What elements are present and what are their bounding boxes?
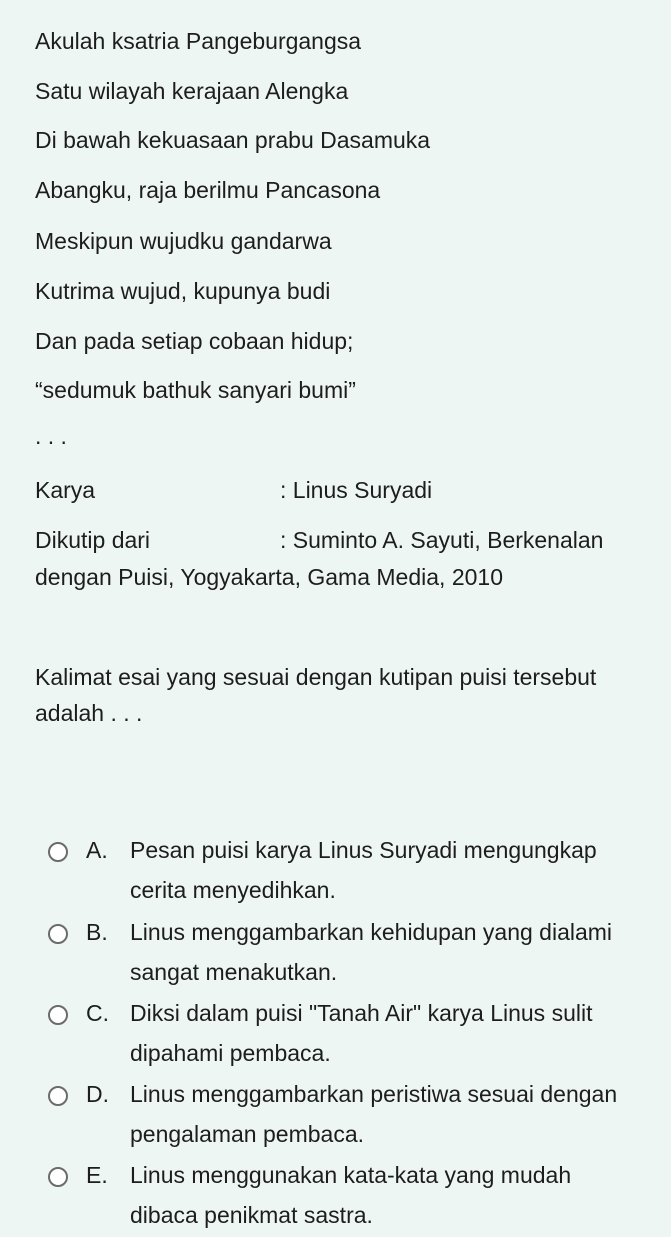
option-e[interactable]	[48, 1157, 648, 1237]
option-text: Linus menggambarkan peristiwa sesuai dengan pengalaman pembaca.	[130, 1081, 618, 1147]
option-letter: E.	[86, 1162, 108, 1188]
source-value: : Suminto A. Sayuti, Berkenalan	[280, 527, 604, 553]
source-label: Dikutip dari	[35, 527, 151, 553]
poem-line-1: Akulah ksatria Pangeburgangsa	[35, 28, 362, 54]
radio-button-c[interactable]	[48, 1005, 68, 1025]
option-text: Pesan puisi karya Linus Suryadi mengungkap cerita menyedihkan.	[130, 837, 597, 903]
poem-line-5: Meskipun wujudku gandarwa	[35, 228, 332, 254]
poem-line-4: Abangku, raja berilmu Pancasona	[35, 177, 381, 203]
source-continuation: dengan Puisi, Yogyakarta, Gama Media, 2010	[35, 564, 503, 590]
option-text: Linus menggunakan kata-kata yang mudah dibaca penikmat sastra.	[130, 1162, 572, 1228]
poem-line-8: “sedumuk bathuk sanyari bumi”	[35, 377, 356, 403]
option-letter: C.	[86, 1000, 109, 1026]
option-letter: B.	[86, 919, 108, 945]
radio-button-a[interactable]	[48, 842, 68, 862]
poem-line-7: Dan pada setiap cobaan hidup;	[35, 328, 354, 354]
option-d[interactable]	[48, 1076, 648, 1156]
author-label: Karya	[35, 477, 96, 503]
poem-line-3: Di bawah kekuasaan prabu Dasamuka	[35, 127, 431, 153]
poem-line-6: Kutrima wujud, kupunya budi	[35, 278, 331, 304]
author-value: : Linus Suryadi	[280, 477, 433, 503]
radio-button-e[interactable]	[48, 1167, 68, 1187]
option-c[interactable]	[48, 995, 648, 1075]
poem-line-2: Satu wilayah kerajaan Alengka	[35, 78, 349, 104]
option-b[interactable]	[48, 914, 648, 994]
radio-button-d[interactable]	[48, 1086, 68, 1106]
poem-ellipsis: . . .	[35, 423, 67, 449]
option-letter: D.	[86, 1081, 109, 1107]
option-text: Diksi dalam puisi "Tanah Air" karya Linus sulit dipahami pembaca.	[130, 1000, 593, 1066]
option-text: Linus menggambarkan kehidupan yang dialami sangat menakutkan.	[130, 919, 613, 985]
question-text: Kalimat esai yang sesuai dengan kutipan puisi tersebut adalah . . .	[35, 664, 597, 726]
radio-button-b[interactable]	[48, 924, 68, 944]
option-a[interactable]	[48, 832, 648, 912]
option-letter: A.	[86, 837, 108, 863]
